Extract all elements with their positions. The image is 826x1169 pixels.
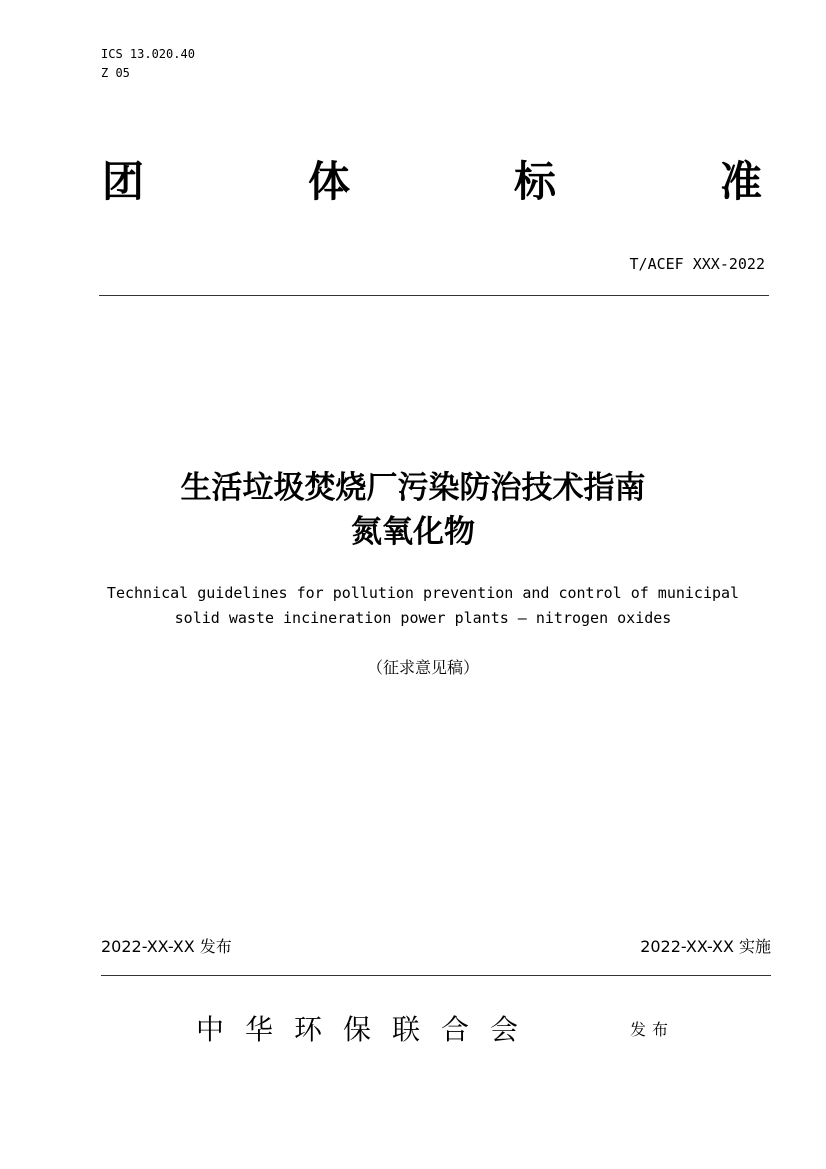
standard-type-char: 体 bbox=[307, 157, 350, 206]
issue-date: 2022-XX-XX 发布 bbox=[101, 937, 232, 956]
publish-suffix: 发布 bbox=[630, 1020, 675, 1039]
publisher-name: 中华环保联合会 bbox=[196, 1013, 540, 1046]
title-line-2: 氮氧化物 bbox=[351, 514, 475, 550]
document-title bbox=[0, 466, 826, 554]
standard-type-heading bbox=[102, 152, 762, 212]
implementation-date: 2022-XX-XX 实施 bbox=[640, 937, 771, 956]
standard-type-char: 标 bbox=[513, 157, 556, 206]
ics-code: ICS 13.020.40 bbox=[101, 47, 195, 61]
english-title-line-1: Technical guidelines for pollution prevention and control of municipal bbox=[106, 584, 740, 602]
draft-label: （征求意见稿） bbox=[366, 658, 479, 677]
standard-type-char: 团 bbox=[102, 157, 145, 206]
standard-type-char: 准 bbox=[719, 157, 762, 206]
bottom-divider bbox=[101, 975, 771, 976]
top-divider bbox=[99, 295, 769, 296]
classification-code: Z 05 bbox=[101, 66, 130, 80]
standard-number: T/ACEF XXX-2022 bbox=[629, 255, 765, 273]
english-title bbox=[0, 581, 826, 631]
english-title-line-2: solid waste incineration power plants — nitrogen oxides bbox=[174, 609, 672, 627]
title-line-1: 生活垃圾焚烧厂污染防治技术指南 bbox=[180, 470, 646, 506]
